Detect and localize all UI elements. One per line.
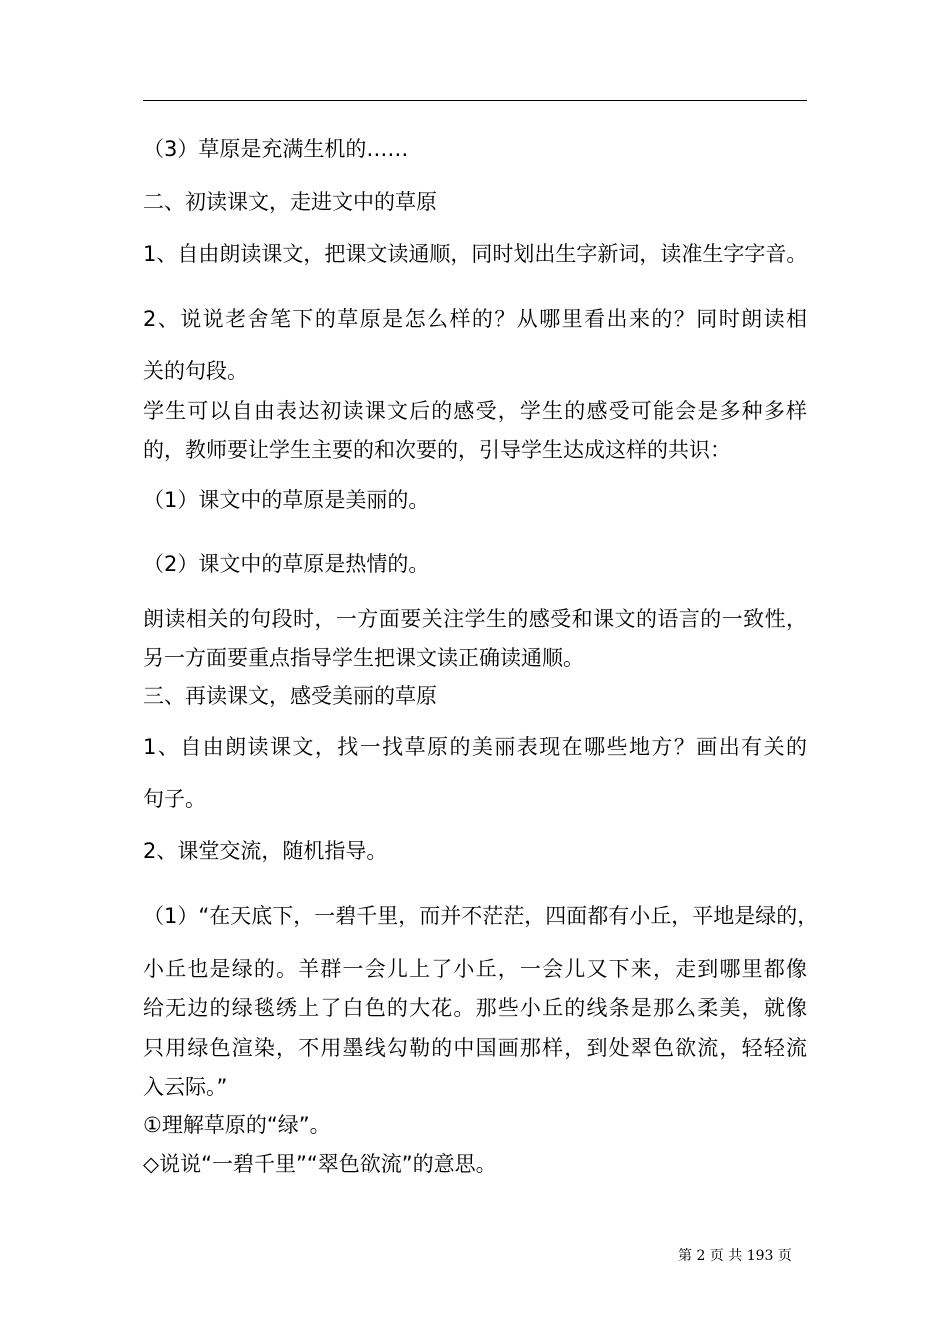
text-line-15: 2、课堂交流，随机指导。	[143, 839, 388, 863]
text-line-22: ◇说说“一碧千里”“翠色欲流”的意思。	[143, 1152, 497, 1176]
text-line-8: （1）课文中的草原是美丽的。	[143, 488, 430, 512]
text-line-3: 1、自由朗读课文，把课文读通顺，同时划出生字新词，读准生字字音。	[143, 242, 808, 266]
text-line-9: （2）课文中的草原是热情的。	[143, 552, 430, 576]
text-line-6: 学生可以自由表达初读课文后的感受，学生的感受可能会是多种多样	[143, 399, 807, 423]
text-line-13: 1、自由朗读课文，找一找草原的美丽表现在哪些地方？画出有关的	[143, 735, 807, 759]
text-line-16: （1）“在天底下，一碧千里，而并不茫茫，四面都有小丘，平地是绿的，	[143, 904, 819, 928]
text-line-1: （3）草原是充满生机的……	[143, 137, 409, 161]
text-line-21: ①理解草原的“绿”。	[143, 1113, 331, 1137]
text-line-19: 只用绿色渲染，不用墨线勾勒的中国画那样，到处翠色欲流，轻轻流	[143, 1036, 807, 1060]
text-line-14: 句子。	[143, 787, 206, 811]
text-line-18: 给无边的绿毯绣上了白色的大花。那些小丘的线条是那么柔美，就像	[143, 996, 807, 1020]
text-line-5: 关的句段。	[143, 359, 248, 383]
text-line-7: 的，教师要让学生主要的和次要的，引导学生达成这样的共识：	[143, 438, 731, 462]
section-heading-2: 二、初读课文，走进文中的草原	[143, 190, 437, 214]
section-heading-3: 三、再读课文，感受美丽的草原	[143, 684, 437, 708]
page-number-footer: 第 2 页 共 193 页	[678, 1248, 792, 1264]
text-line-4: 2、说说老舍笔下的草原是怎么样的？从哪里看出来的？同时朗读相	[143, 307, 807, 331]
text-line-11: 另一方面要重点指导学生把课文读正确读通顺。	[143, 646, 584, 670]
text-line-20: 入云际。”	[143, 1075, 228, 1099]
header-rule	[143, 100, 807, 101]
text-line-17: 小丘也是绿的。羊群一会儿上了小丘，一会儿又下来，走到哪里都像	[143, 957, 807, 981]
text-line-10: 朗读相关的句段时，一方面要关注学生的感受和课文的语言的一致性，	[143, 607, 807, 631]
